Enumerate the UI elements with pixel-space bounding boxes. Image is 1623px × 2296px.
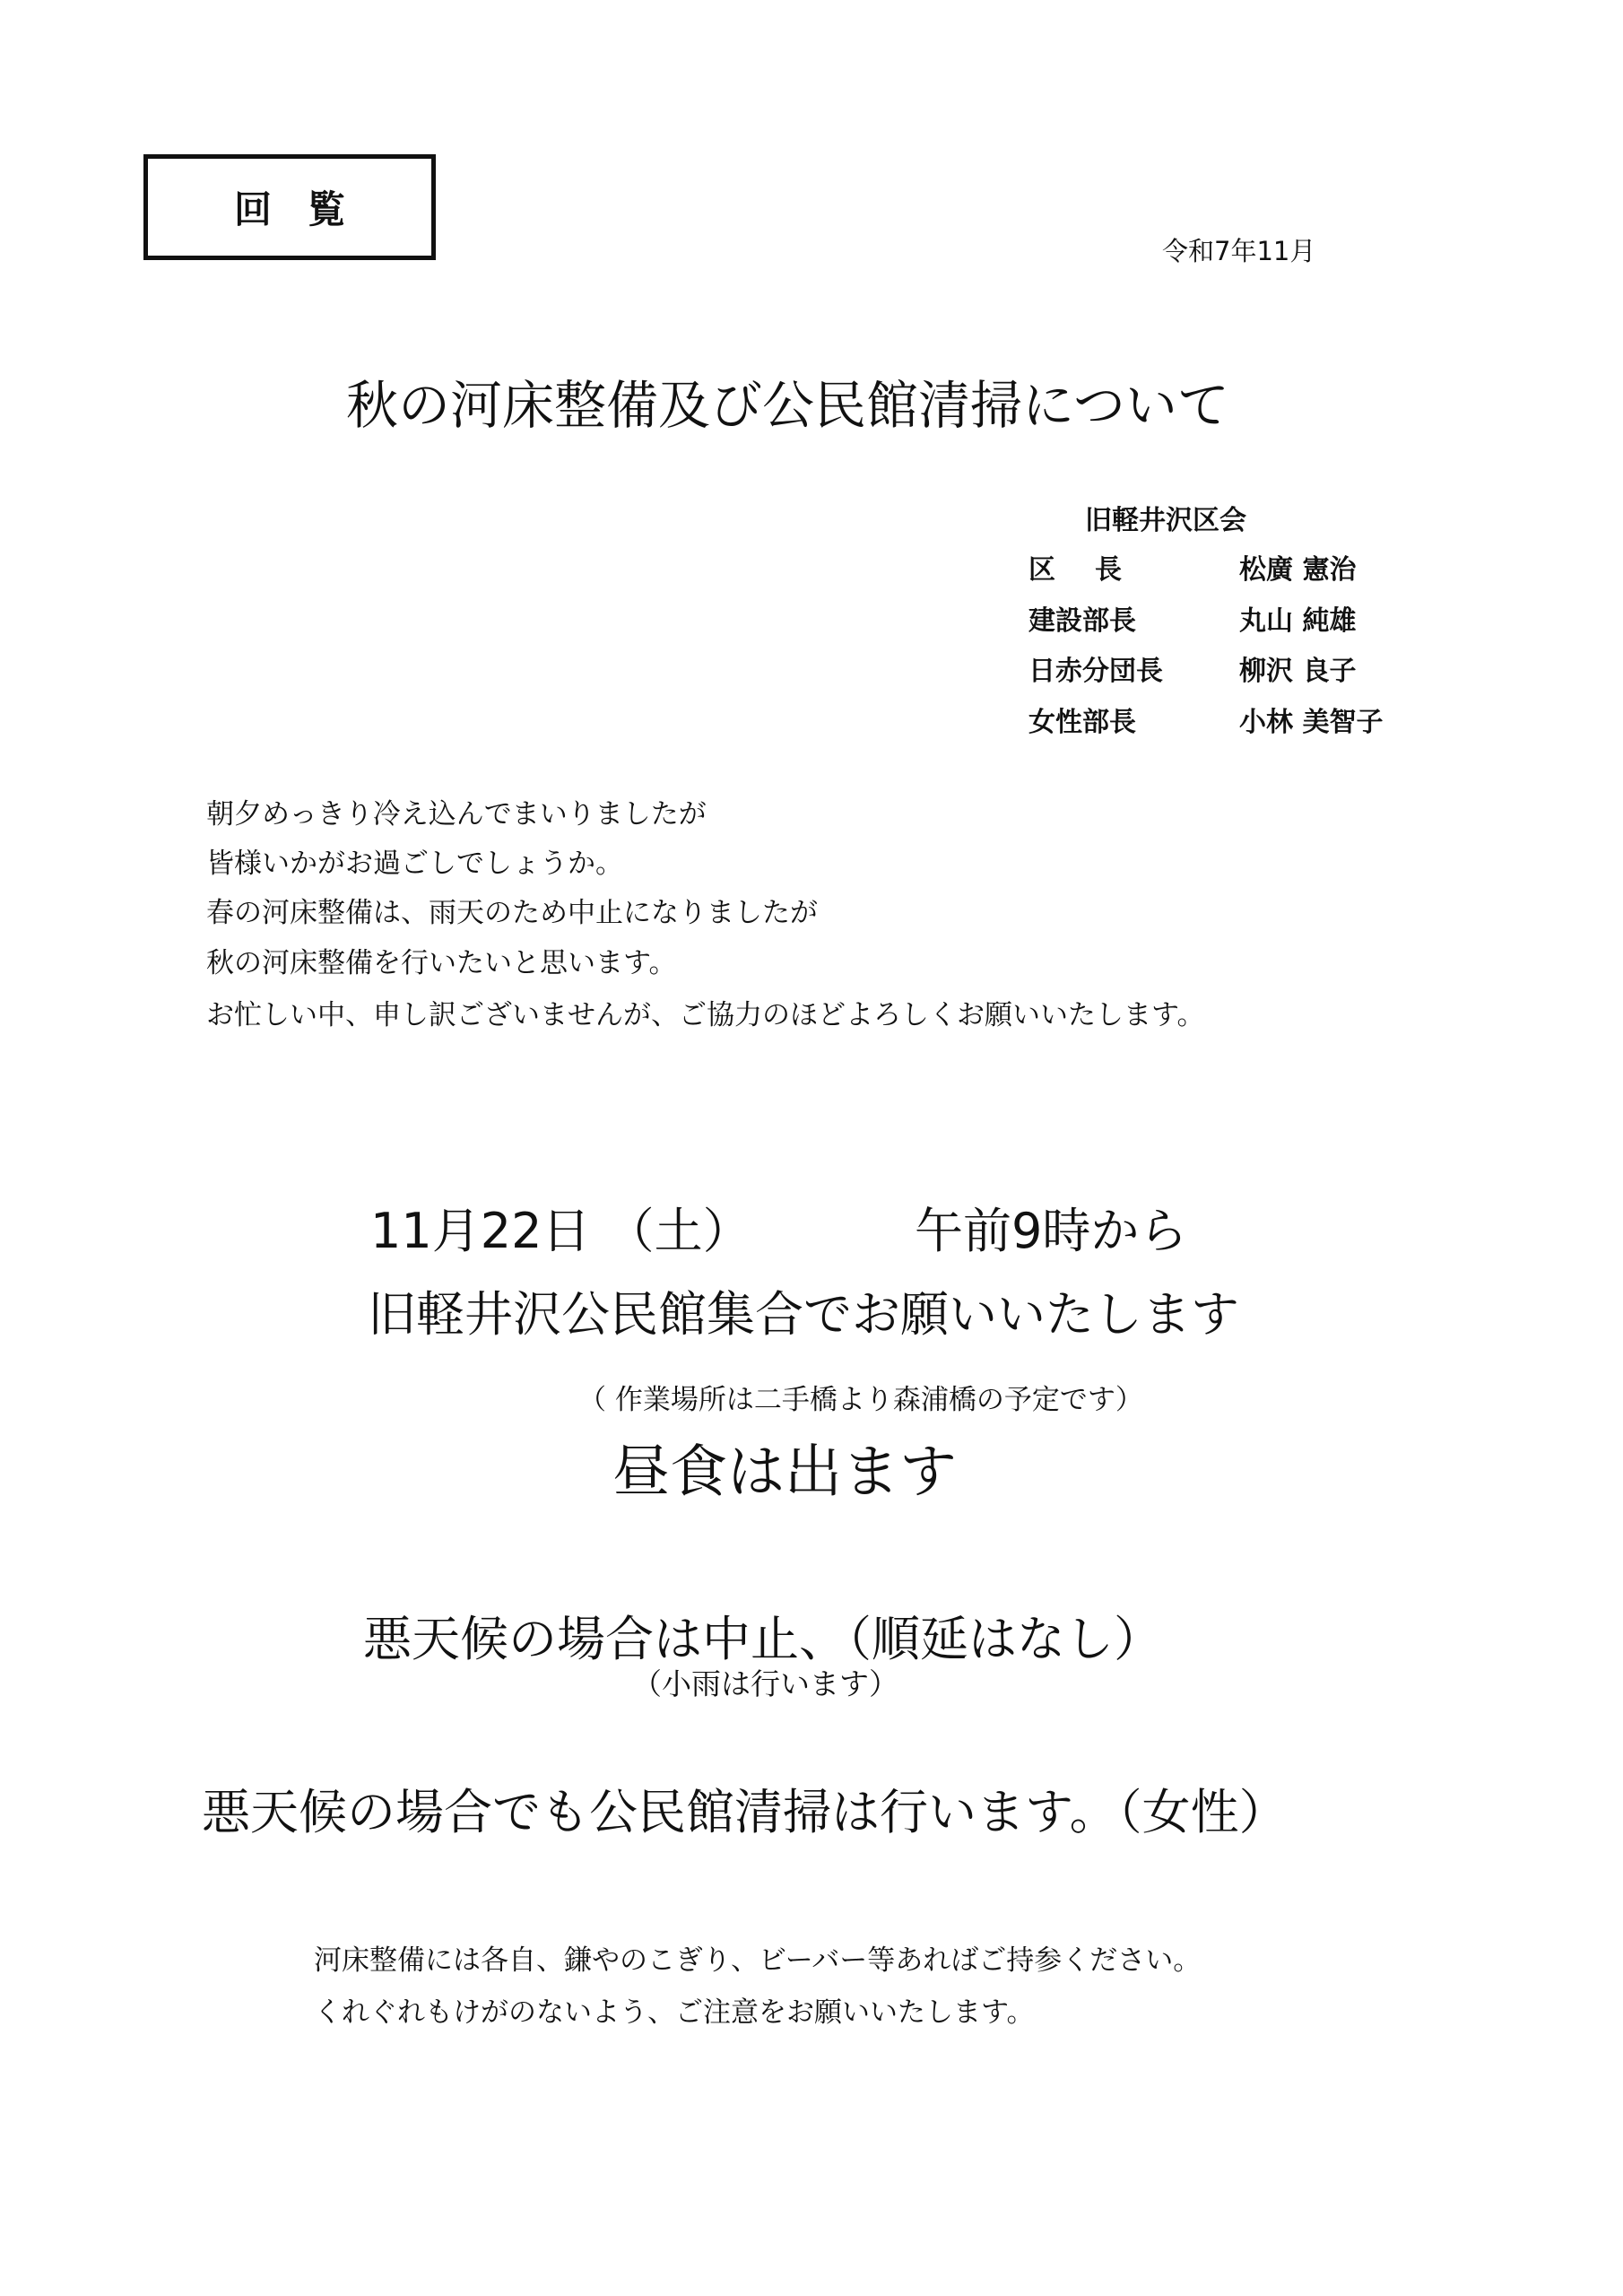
intro-line: 朝夕めっきり冷え込んでまいりましたが xyxy=(206,798,707,831)
intro-line: 皆様いかがお過ごしでしょうか。 xyxy=(206,848,623,880)
circular-stamp-box xyxy=(143,154,436,260)
officer-name: 小林 美智子 xyxy=(1239,707,1384,738)
officer-name: 柳沢 良子 xyxy=(1239,656,1357,687)
officer-row xyxy=(1028,648,1356,688)
intro-line: 秋の河床整備を行いたいと思います。 xyxy=(206,947,677,979)
association-name: 旧軽井沢区会 xyxy=(1085,505,1246,536)
cleaning-notice: 悪天候の場合でも公民館清掃は行います。（女性） xyxy=(202,1784,1288,1840)
event-time: 午前9時から xyxy=(915,1203,1188,1259)
document-title: 秋の河床整備及び公民館清掃について xyxy=(346,375,1229,436)
light-rain-note: （小雨は行います） xyxy=(632,1666,898,1701)
work-area-note: （ 作業場所は二手橋より森浦橋の予定です） xyxy=(578,1384,1143,1416)
weather-policy: 悪天候の場合は中止、（順延はなし） xyxy=(363,1611,1162,1667)
officer-row xyxy=(1028,547,1356,587)
officer-name: 丸山 純雄 xyxy=(1239,605,1357,637)
officer-role: 日赤分団長 xyxy=(1028,656,1163,687)
closing-line: 河床整備には各自、鎌やのこぎり、ビーバー等あればご持参ください。 xyxy=(314,1944,1202,1977)
issue-date: 令和7年11月 xyxy=(1162,236,1316,266)
officer-row xyxy=(1028,700,1383,739)
circular-label: 回覧 xyxy=(233,187,381,231)
officer-name: 松廣 憲治 xyxy=(1239,554,1357,586)
officer-row xyxy=(1028,598,1356,638)
intro-line: 春の河床整備は、雨天のため中止になりましたが xyxy=(206,897,818,929)
closing-line: くれぐれもけがのないよう、ご注意をお願いいたします。 xyxy=(314,1996,1035,2029)
officer-role: 区長 xyxy=(1028,554,1161,586)
lunch-notice: 昼食は出ます xyxy=(612,1439,957,1506)
intro-line: お忙しい中、申し訳ございませんが、ご協力のほどよろしくお願いいたします。 xyxy=(206,999,1205,1031)
officer-role: 建設部長 xyxy=(1028,605,1136,637)
meeting-place: 旧軽井沢公民館集合でお願いいたします xyxy=(368,1286,1239,1343)
officer-role: 女性部長 xyxy=(1028,707,1136,738)
event-date: 11月22日 （土） xyxy=(370,1203,751,1259)
